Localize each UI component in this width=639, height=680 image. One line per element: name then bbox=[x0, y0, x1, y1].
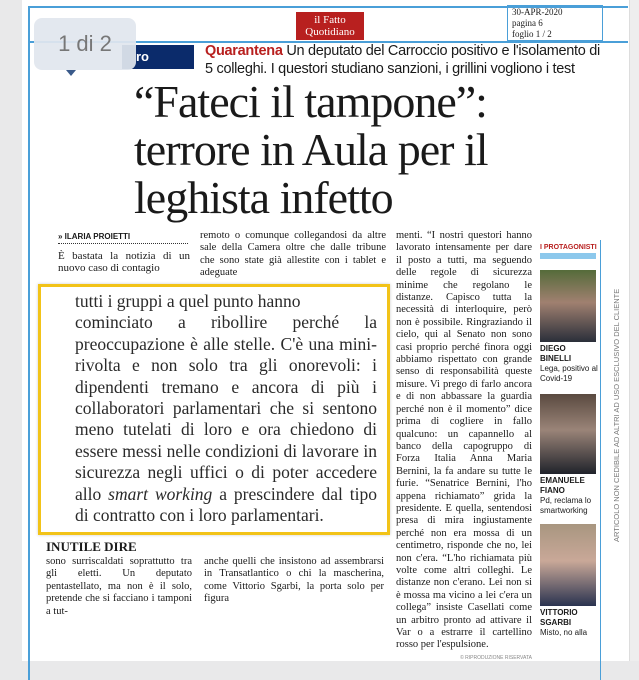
portrait-photo bbox=[540, 524, 596, 606]
article-deck bbox=[205, 42, 605, 78]
protagonist-name: DIEGO BINELLI bbox=[540, 344, 572, 363]
page-metadata bbox=[507, 5, 603, 41]
protagonist-card bbox=[540, 524, 598, 638]
deck-lead: Quarantena bbox=[205, 43, 283, 59]
sidebar-bar bbox=[540, 253, 596, 259]
caret-down-icon bbox=[66, 70, 76, 76]
copyright: © RIPRODUZIONE RISERVATA bbox=[460, 654, 532, 661]
frame-line-sidebar bbox=[600, 240, 601, 680]
date: 30-APR-2020 bbox=[512, 7, 563, 17]
column-1-top: È bastata la notizia di un nuovo caso di contagio bbox=[58, 250, 190, 275]
frame-line-left bbox=[28, 6, 30, 680]
protagonist-name: EMANUELE FIANO bbox=[540, 476, 585, 495]
portrait-photo bbox=[540, 394, 596, 474]
column-2-top: remoto o comunque collegandosi da altre sale della Camera oltre che dalle tribune che sono state già allestite con i tablet e adeguate bbox=[200, 230, 386, 279]
protagonist-caption: Pd, reclama lo smartworking bbox=[540, 496, 592, 515]
magnified-excerpt bbox=[38, 284, 390, 535]
column-3: menti. “I nostri questori hanno lavorato intensamente per dare il posto a tutti, ma seguendo delle regole di sicurezza minime che regolano le distanze. Capisco tutta la necessità di interloquire, però non è possibile. Ringraziando il cielo, qui al Senato non sono casi proprio perché finora oggi abbiamo rispettato con grande senso di responsabilità queste misure. Vi prego di farlo ancora e di non abbassare la guardia perché non è il momento” dice prima di cogliere in fallo qualcuno: un capannello al banco della capogruppo di Forza Italia Anna Maria Bernini, la fa andare su tutte le furie. “Senatrice Bernini, l'ho appena richiamato” grida la presidente. E quella, sentendosi presa di mira ingiustamente perché non era mossa di un centimetro, risponde che no, lei non c'era. “L'ho richiamata più volte come altri colleghi. Le distanze non c'erano. Lei non si è mossa ma vicino a lei c'era un collega” insiste Casellati come un arbitro pronto ad attivare il Var o a estrarre il cartellino rosso per l'espulsione. bbox=[396, 230, 532, 651]
protagonist-card bbox=[540, 270, 598, 384]
protagonist-caption: Misto, no alla bbox=[540, 628, 588, 637]
excerpt-partial-line: tutti i gruppi a quel punto hanno bbox=[75, 291, 301, 311]
protagonist-name: VITTORIO SGARBI bbox=[540, 608, 578, 627]
column-3-wrapper bbox=[396, 230, 532, 661]
page-indicator: 1 di 2 bbox=[34, 18, 136, 70]
excerpt-italic: smart working bbox=[108, 483, 213, 504]
excerpt-text: cominciato a ribollire perché la preoccupazione è alle stelle. C'è una mini-rivolta e non solo tra gli onorevoli: i dipendenti tremano e ancora di più i collaboratori parlamentari che si sentono meno tutelati di loro e ora chiedono di essere messi nelle condizioni di lavorare in sicurezza negli uffici o di poter accedere allo bbox=[75, 312, 377, 504]
sidebar-heading: I PROTAGONISTI bbox=[540, 244, 597, 251]
protagonist-card bbox=[540, 394, 598, 516]
column-2-bottom: anche quelli che insistono ad assembrarsi in Transatlantico o chi la mascherina, come Vittorio Sgarbi, la porta solo per figura bbox=[204, 556, 384, 605]
portrait-photo bbox=[540, 270, 596, 342]
protagonist-caption: Lega, positivo al Covid-19 bbox=[540, 364, 598, 383]
newspaper-logo: il Fatto Quotidiano bbox=[296, 12, 364, 40]
column-1-bottom: sono surriscaldati soprattutto tra gli eletti. Un deputato pentastellato, ma non è il solo, pretende che si facciano i tamponi a tut- bbox=[46, 556, 192, 617]
headline: “Fateci il tampone”: terrore in Aula per il leghista infetto bbox=[134, 76, 488, 223]
section-kicker: ro bbox=[122, 45, 194, 69]
vertical-notice: ARTICOLO NON CEDIBILE AD ALTRI AD USO ESCLUSIVO DEL CLIENTE bbox=[612, 288, 621, 542]
deck-text: Un deputato del Carroccio positivo e l'isolamento di 5 colleghi. I questori studiano sanzioni, i grillini vogliono i test bbox=[205, 43, 600, 77]
scrollbar[interactable] bbox=[629, 0, 639, 661]
byline: » ILARIA PROIETTI bbox=[58, 232, 188, 244]
excerpt-text-end: a prescindere dal tipo di contratto con i loro parlamentari. bbox=[75, 483, 377, 526]
page-number: pagina 6 bbox=[512, 18, 543, 28]
subhead: INUTILE DIRE bbox=[46, 539, 137, 554]
sheet-number: foglio 1 / 2 bbox=[512, 29, 552, 39]
